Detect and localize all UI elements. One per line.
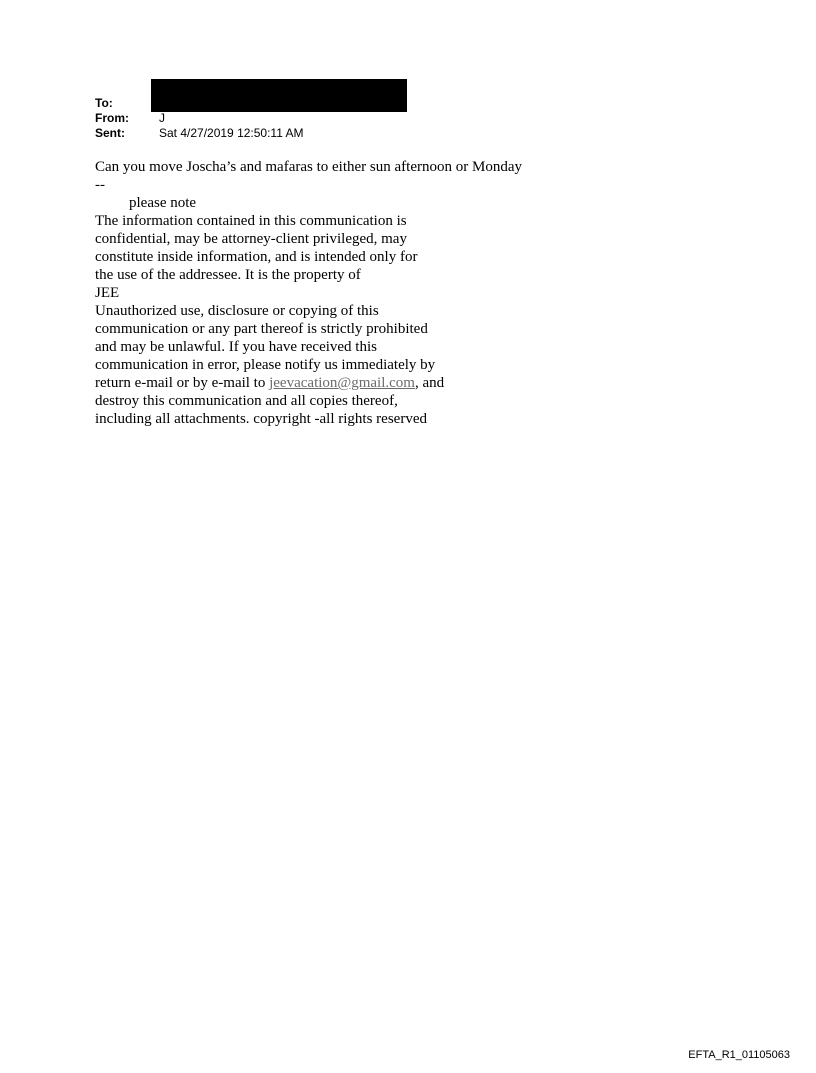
disclaimer-line: confidential, may be attorney-client privileged, may [95,231,407,247]
disclaimer-line: the use of the addressee. It is the property of [95,267,361,283]
note-line: please note [129,195,197,211]
email-link[interactable]: jeevacation@gmail.com [269,375,415,391]
disclaimer-line: JEE [95,285,120,301]
disclaimer-line: The information contained in this communication is [95,213,407,229]
document-id: EFTA_R1_01105063 [688,1049,790,1061]
to-row [95,96,304,111]
disclaimer-line: including all attachments. copyright -all rights reserved [95,411,427,427]
from-value: J [159,111,165,125]
return-line-prefix: return e-mail or by e-mail to [95,375,270,391]
disclaimer-line: communication in error, please notify us immediately by [95,357,436,373]
return-line-suffix: , and [414,375,445,391]
email-body [95,158,575,428]
return-email-line [95,374,575,392]
signature-separator: -- [95,177,105,193]
email-header [95,96,304,141]
sent-label: Sent: [95,126,125,140]
from-row [95,111,304,126]
from-label: From: [95,111,129,125]
disclaimer-line: Unauthorized use, disclosure or copying of this [95,303,379,319]
disclaimer-line: destroy this communication and all copies thereof, [95,393,398,409]
disclaimer-line: constitute inside information, and is intended only for [95,249,418,265]
message-line: Can you move Joscha’s and mafaras to either sun afternoon or Monday [95,159,522,175]
disclaimer-line: communication or any part thereof is strictly prohibited [95,321,428,337]
sent-value: Sat 4/27/2019 12:50:11 AM [159,126,304,140]
disclaimer-line: and may be unlawful. If you have received this [95,339,377,355]
sent-row [95,126,304,141]
to-label: To: [95,96,113,110]
